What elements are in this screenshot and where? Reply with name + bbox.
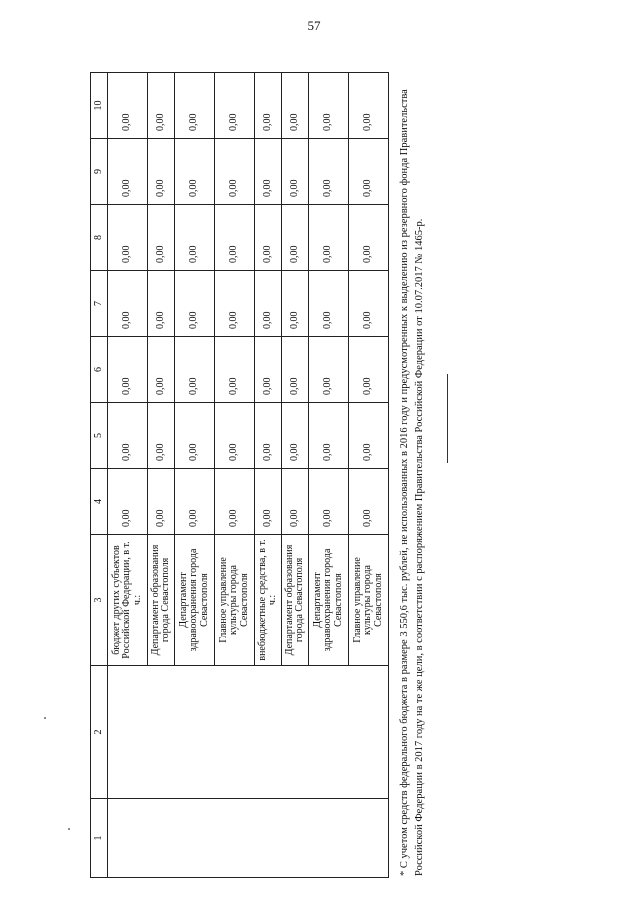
row-label: Департамент образования города Севастополя (148, 535, 175, 666)
value-cell: 0,00 (108, 403, 148, 469)
value-cell: 0,00 (108, 139, 148, 205)
row-label: Департамент образования города Севастополя (282, 535, 309, 666)
value-cell: 0,00 (175, 205, 215, 271)
value-cell: 0,00 (309, 139, 349, 205)
value-cell: 0,00 (215, 73, 255, 139)
value-cell: 0,00 (215, 139, 255, 205)
row-label: Департамент здравоохранения города Севастополя (309, 535, 349, 666)
value-cell: 0,00 (108, 205, 148, 271)
value-cell: 0,00 (282, 139, 309, 205)
value-cell: 0,00 (349, 73, 389, 139)
value-cell: 0,00 (148, 271, 175, 337)
value-cell: 0,00 (255, 205, 282, 271)
cell-col2 (108, 666, 389, 799)
column-header: 4 (91, 469, 108, 535)
value-cell: 0,00 (108, 469, 148, 535)
value-cell: 0,00 (282, 73, 309, 139)
value-cell: 0,00 (175, 403, 215, 469)
value-cell: 0,00 (175, 271, 215, 337)
value-cell: 0,00 (215, 469, 255, 535)
column-header: 5 (91, 403, 108, 469)
footnote: * С учетом средств федерального бюджета в размере 3 550,6 тыс. рублей, не использованных в 2016 году и предусмотренных к выделению из резервного фонда Правительства Российской Федерации в 2017 году на те же цели, в соответствии с распоряжением Правительства Российской Федерации от 10.07.2017 № 1465-р. (399, 89, 425, 876)
value-cell: 0,00 (255, 73, 282, 139)
row-label: Главное управление культуры города Севастополя (215, 535, 255, 666)
value-cell: 0,00 (349, 271, 389, 337)
value-cell: 0,00 (175, 337, 215, 403)
value-cell: 0,00 (175, 469, 215, 535)
scan-speck (44, 717, 46, 719)
column-header: 3 (91, 535, 108, 666)
value-cell: 0,00 (309, 337, 349, 403)
value-cell: 0,00 (255, 403, 282, 469)
value-cell: 0,00 (215, 205, 255, 271)
value-cell: 0,00 (309, 403, 349, 469)
value-cell: 0,00 (255, 337, 282, 403)
value-cell: 0,00 (349, 403, 389, 469)
row-label: внебюджетные средства, в т. ч.: (255, 535, 282, 666)
row-label: Главное управление культуры города Севастополя (349, 535, 389, 666)
value-cell: 0,00 (282, 205, 309, 271)
scan-speck (68, 828, 70, 830)
value-cell: 0,00 (148, 73, 175, 139)
value-cell: 0,00 (282, 271, 309, 337)
value-cell: 0,00 (309, 469, 349, 535)
value-cell: 0,00 (255, 139, 282, 205)
value-cell: 0,00 (349, 205, 389, 271)
budget-table (90, 72, 389, 878)
value-cell: 0,00 (148, 403, 175, 469)
row-label: Департамент здравоохранения города Севастополя (175, 535, 215, 666)
table-header-row (91, 73, 108, 878)
rotated-table-container (90, 73, 445, 878)
value-cell: 0,00 (309, 73, 349, 139)
value-cell: 0,00 (349, 139, 389, 205)
value-cell: 0,00 (309, 271, 349, 337)
value-cell: 0,00 (215, 337, 255, 403)
value-cell: 0,00 (175, 139, 215, 205)
value-cell: 0,00 (349, 337, 389, 403)
value-cell: 0,00 (175, 73, 215, 139)
page-number: 57 (307, 18, 321, 33)
value-cell: 0,00 (349, 469, 389, 535)
footnote-separator (447, 374, 448, 463)
cell-col1 (108, 799, 389, 878)
column-header: 9 (91, 139, 108, 205)
value-cell: 0,00 (282, 337, 309, 403)
value-cell: 0,00 (108, 73, 148, 139)
value-cell: 0,00 (148, 469, 175, 535)
value-cell: 0,00 (282, 469, 309, 535)
value-cell: 0,00 (108, 271, 148, 337)
value-cell: 0,00 (309, 205, 349, 271)
value-cell: 0,00 (255, 271, 282, 337)
value-cell: 0,00 (282, 403, 309, 469)
column-header: 8 (91, 205, 108, 271)
value-cell: 0,00 (215, 403, 255, 469)
value-cell: 0,00 (108, 337, 148, 403)
column-header: 6 (91, 337, 108, 403)
table-row (108, 73, 148, 878)
column-header: 10 (91, 73, 108, 139)
column-header: 7 (91, 271, 108, 337)
column-header: 2 (91, 666, 108, 799)
value-cell: 0,00 (148, 139, 175, 205)
value-cell: 0,00 (148, 337, 175, 403)
column-header: 1 (91, 799, 108, 878)
value-cell: 0,00 (215, 271, 255, 337)
value-cell: 0,00 (148, 205, 175, 271)
value-cell: 0,00 (255, 469, 282, 535)
row-label: бюджет других субъектов Российской Федерации, в т. ч.: (108, 535, 148, 666)
